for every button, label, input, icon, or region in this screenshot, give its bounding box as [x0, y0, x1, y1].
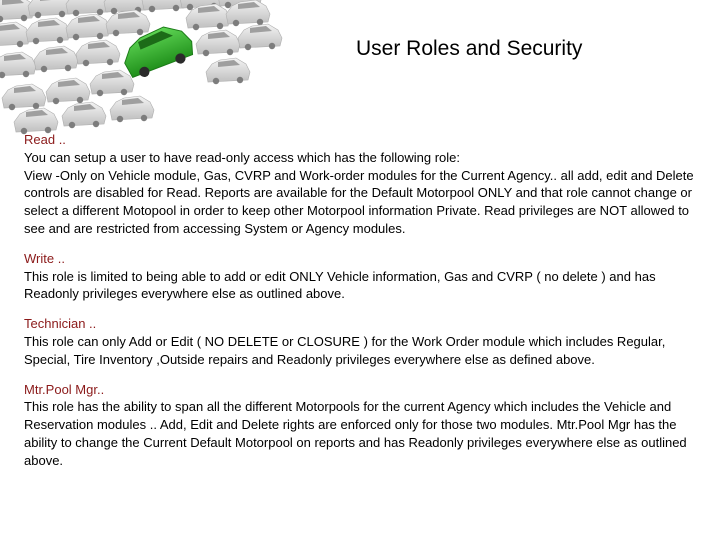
role-heading-write: Write ..: [24, 250, 65, 266]
role-description-technician: This role can only Add or Edit ( NO DELETE or CLOSURE ) for the Work Order module which includes Regular, Special, Tire Inventory ,Outside repairs and Readonly privileges everywhere else as defined above.: [24, 333, 666, 367]
role-section-read: [24, 131, 708, 238]
role-intro-read: You can setup a user to have read-only access which has the following role:: [24, 149, 461, 165]
toy-car-rows-icon: [0, 0, 320, 135]
role-description-read: View -Only on Vehicle module, Gas, CVRP and Work-order modules for the Current Agency.. all add, edit and Delete controls are disabled for Read. Reports are available for the Default Motorpool ONLY and that role cannot change or select a different Motopool in order to keep other Motorpool information Private. Read privileges are NOT allowed to see and are restricted from accessing System or Agency modules.: [24, 167, 694, 236]
role-heading-motorpool-manager: Mtr.Pool Mgr..: [24, 381, 105, 397]
role-section-motorpool-manager: [24, 381, 708, 470]
roles-content: [24, 131, 708, 482]
role-heading-read: Read ..: [24, 132, 66, 147]
page-title: User Roles and Security: [356, 37, 583, 60]
role-heading-technician: Technician ..: [24, 316, 97, 332]
role-description-write: This role is limited to being able to add or edit ONLY Vehicle information, Gas and CVRP ( no delete ) and has Readonly privileges everywhere else as outlined above.: [24, 268, 656, 302]
role-section-technician: [24, 315, 708, 368]
role-description-motorpool-manager: This role has the ability to span all the different Motorpools for the current Agency which includes the Vehicle and Reservation modules .. Add, Edit and Delete rights are enforced only for those two modules. Mtr.Pool Mgr has the ability to change the Current Default Motorpool on reports and has Readonly privileges everywhere else as outlined above.: [24, 399, 687, 468]
role-section-write: [24, 250, 708, 303]
